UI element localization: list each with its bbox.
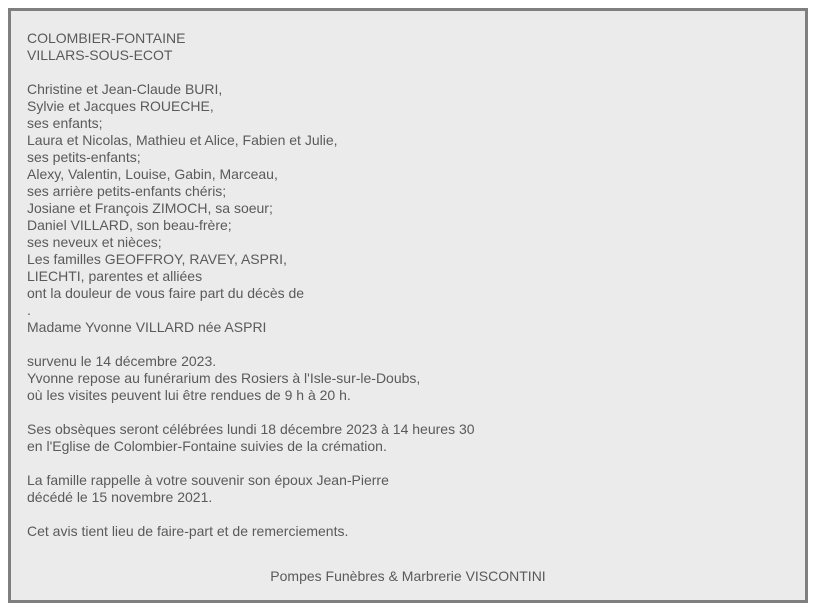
- family-line: LIECHTI, parentes et alliées: [27, 268, 203, 284]
- blank-line: [27, 455, 787, 472]
- town-line: VILLARS-SOUS-ECOT: [27, 47, 173, 63]
- family-line: Alexy, Valentin, Louise, Gabin, Marceau,: [27, 166, 278, 182]
- separator-dot: .: [27, 302, 31, 318]
- blank-line: [27, 336, 787, 353]
- family-line: ses petits-enfants;: [27, 149, 141, 165]
- family-line: Christine et Jean-Claude BURI,: [27, 81, 223, 97]
- blank-line: [27, 506, 787, 523]
- family-line: Josiane et François ZIMOCH, sa soeur;: [27, 200, 273, 216]
- closing-line: Cet avis tient lieu de faire-part et de remerciements.: [27, 523, 349, 539]
- death-date: survenu le 14 décembre 2023.: [27, 353, 217, 369]
- blank-line: [27, 64, 787, 81]
- family-line: ont la douleur de vous faire part du décès de: [27, 285, 305, 301]
- funeral-line: Ses obsèques seront célébrées lundi 18 décembre 2023 à 14 heures 30: [27, 421, 475, 437]
- memory-line: La famille rappelle à votre souvenir son époux Jean-Pierre: [27, 472, 389, 488]
- obituary-notice: [8, 8, 808, 603]
- family-line: Daniel VILLARD, son beau-frère;: [27, 217, 232, 233]
- memory-line: décédé le 15 novembre 2021.: [27, 489, 213, 505]
- family-line: Laura et Nicolas, Mathieu et Alice, Fabien et Julie,: [27, 132, 338, 148]
- funeral-home-name: Pompes Funèbres & Marbrerie VISCONTINI: [270, 568, 546, 584]
- funeral-line: en l'Eglise de Colombier-Fontaine suivies de la crémation.: [27, 438, 387, 454]
- visiting-hours: où les visites peuvent lui être rendues de 9 h à 20 h.: [27, 387, 351, 403]
- family-line: ses neveux et nièces;: [27, 234, 162, 250]
- family-line: ses enfants;: [27, 115, 103, 131]
- deceased-name: Madame Yvonne VILLARD née ASPRI: [27, 319, 267, 335]
- family-line: ses arrière petits-enfants chéris;: [27, 183, 227, 199]
- town-line: COLOMBIER-FONTAINE: [27, 30, 186, 46]
- family-line: Sylvie et Jacques ROUECHE,: [27, 98, 214, 114]
- rest-location: Yvonne repose au funérarium des Rosiers à l'Isle-sur-le-Doubs,: [27, 370, 421, 386]
- family-line: Les familles GEOFFROY, RAVEY, ASPRI,: [27, 251, 287, 267]
- blank-line: [27, 404, 787, 421]
- notice-body: [27, 30, 787, 540]
